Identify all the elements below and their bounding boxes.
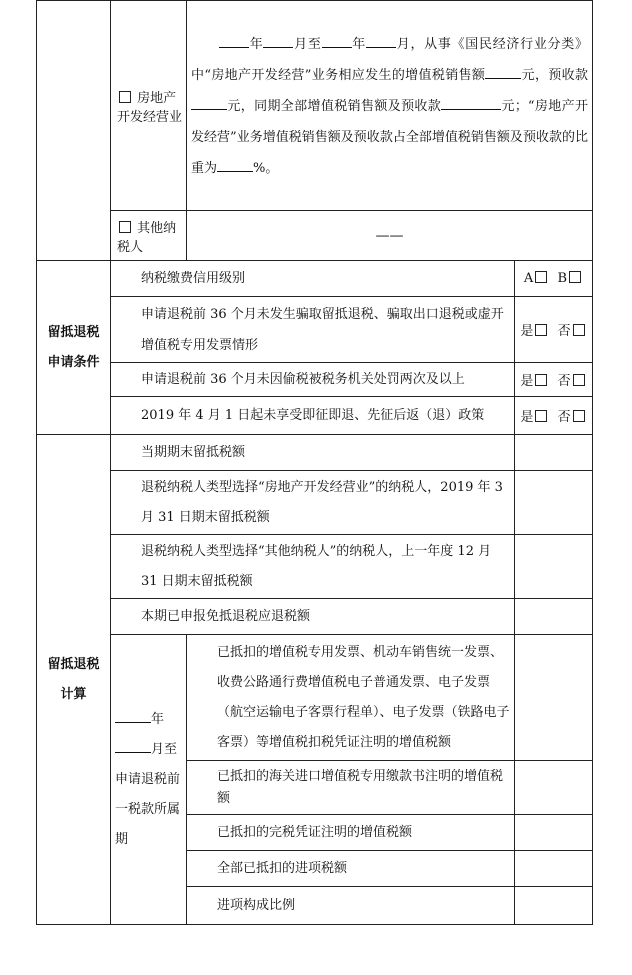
text-seg: 元，预收款 [521,68,588,83]
option-label: 否 [557,410,571,425]
text-seg: %。 [253,161,279,176]
checkbox-icon[interactable] [573,374,585,386]
calc-sub-label: 已抵扣的增值税专用发票、机动车销售统一发票、收费公路通行费增值税电子普通发票、电子发票（航空运输电子客票行程单）、电子发票（铁路电子客票）等增值税扣税凭证注明的增值税额 [187,635,515,761]
other-taxpayer-value: —— [187,211,593,261]
section-title-line: 留抵退税 [47,324,100,340]
text-seg: 元；“房地产开发经营”业务增值税销售额及预收款占全部增值税销售额及预收款的比重为 [191,99,588,176]
period-description: 申请退税前一税款所属期 [115,771,181,847]
calc-label: 当期期末留抵税额 [111,435,515,471]
calc-row [37,535,593,599]
calc-sub-label: 已抵扣的完税凭证注明的增值税额 [187,815,515,851]
text-seg: 月，从事《国民经济行业分类》中“房地产开发经营”业务相应发生的增值税销售额 [191,37,588,83]
calc-value[interactable] [515,815,593,851]
option-label: B [557,271,568,286]
text-seg: 年 [151,711,165,727]
total-blank[interactable] [441,97,501,110]
checkbox-icon[interactable] [535,271,547,283]
other-taxpayer-option[interactable] [111,211,187,261]
condition-row [37,297,593,363]
other-taxpayer-row [37,211,593,261]
calc-value[interactable] [515,887,593,925]
checkbox-icon[interactable] [119,91,131,103]
calc-value[interactable] [515,635,593,761]
calc-sub-label: 进项构成比例 [187,887,515,925]
other-taxpayer-label: 其他纳税人 [117,220,177,255]
condition-options[interactable] [515,297,593,363]
calc-label: 退税纳税人类型选择“房地产开发经营业”的纳税人，2019 年 3 月 31 日期末留抵税额 [111,471,515,535]
section-title-line: 计算 [60,686,87,702]
month-blank[interactable] [263,35,293,48]
checkbox-icon[interactable] [119,221,131,233]
condition-row [37,363,593,397]
calc-value[interactable] [515,851,593,887]
year-blank[interactable] [115,710,151,723]
text-seg: 元，同期全部增值税销售额及预收款 [227,99,442,114]
checkbox-icon[interactable] [535,374,547,386]
section-title-line: 申请条件 [47,354,100,370]
condition-options[interactable] [515,261,593,297]
calc-sub-label: 全部已抵扣的进项税额 [187,851,515,887]
real-estate-label: 房地产开发经营业 [117,90,183,125]
ratio-blank[interactable] [217,159,253,172]
option-label: 是 [520,374,534,389]
blank-cell [37,1,111,261]
calc-value[interactable] [515,761,593,815]
checkbox-icon[interactable] [569,271,581,283]
section-title-line: 留抵退税 [47,656,100,672]
calc-sub-row [37,635,593,761]
calc-value[interactable] [515,435,593,471]
condition-text: 申请退税前 36 个月未发生骗取留抵退税、骗取出口退税或虚开增值税专用发票情形 [111,297,515,363]
option-label: 是 [520,324,534,339]
year-blank[interactable] [322,35,352,48]
condition-text: 申请退税前 36 个月未因偷税被税务机关处罚两次及以上 [111,363,515,397]
calc-row [37,435,593,471]
prepayment-blank[interactable] [191,97,227,110]
condition-text: 2019 年 4 月 1 日起未享受即征即退、先征后返（退）政策 [111,397,515,435]
calc-value[interactable] [515,599,593,635]
real-estate-option[interactable] [111,1,187,211]
refund-application-table [36,0,593,925]
checkbox-icon[interactable] [535,324,547,336]
calc-value[interactable] [515,471,593,535]
condition-row [37,397,593,435]
condition-text: 纳税缴费信用级别 [111,261,515,297]
year-blank[interactable] [219,35,249,48]
conditions-section-title [37,261,111,435]
real-estate-row [37,1,593,211]
option-label: A [523,271,534,286]
checkbox-icon[interactable] [573,324,585,336]
calc-value[interactable] [515,535,593,599]
calc-row [37,471,593,535]
text-seg: 年 [351,37,367,52]
condition-options[interactable] [515,363,593,397]
text-seg: 年 [249,37,264,52]
option-label: 否 [557,374,571,389]
condition-row [37,261,593,297]
sales-blank[interactable] [485,66,521,79]
calc-row [37,599,593,635]
calc-section-title [37,435,111,925]
calc-sub-label: 已抵扣的海关进口增值税专用缴款书注明的增值税额 [187,761,515,815]
checkbox-icon[interactable] [535,410,547,422]
calc-label: 本期已申报免抵退税应退税额 [111,599,515,635]
text-seg: 月至 [293,37,322,52]
month-blank[interactable] [115,740,151,753]
text-seg: 月至 [151,741,178,757]
option-label: 否 [557,324,571,339]
condition-options[interactable] [515,397,593,435]
calc-label: 退税纳税人类型选择“其他纳税人”的纳税人，上一年度 12 月 31 日期末留抵税额 [111,535,515,599]
checkbox-icon[interactable] [573,410,585,422]
period-label [111,635,187,925]
month-blank[interactable] [366,35,396,48]
option-label: 是 [520,410,534,425]
real-estate-declaration [187,1,593,211]
